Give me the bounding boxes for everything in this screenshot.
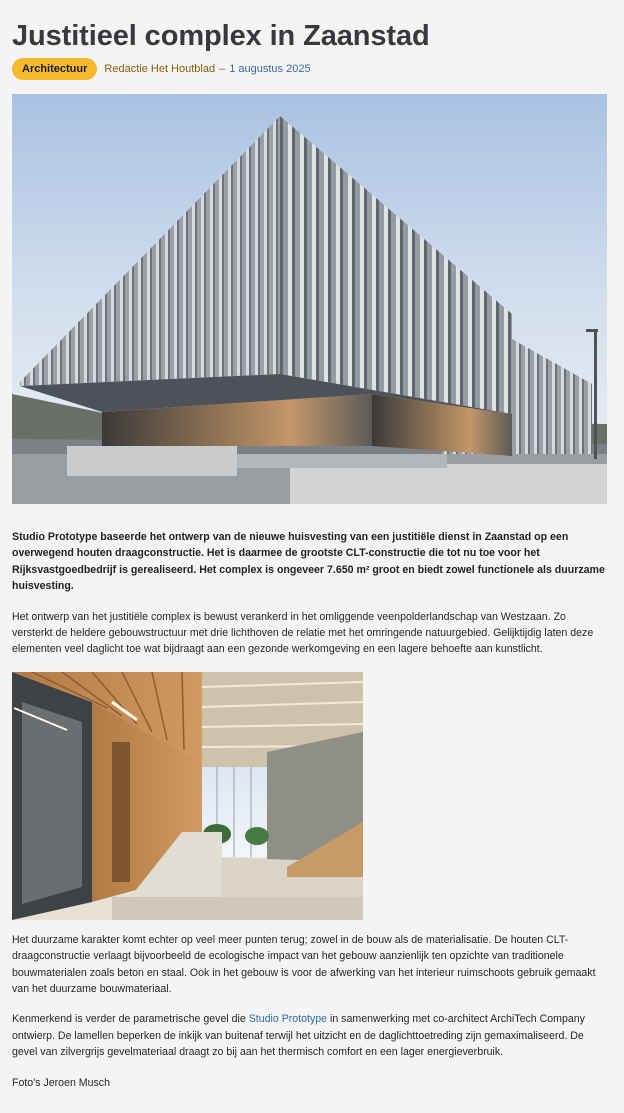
article-paragraph-2: Het duurzame karakter komt echter op veel meer punten terug; zowel in de bouw als de materialisatie. De houten CLT-draagconstructie verlaagt bijvoorbeeld de ecologische impact van het gebouw aanzienlijk ten opzichte van traditionele bouwmaterialen zoals beton en staal. Ook in het gebouw is voor de afwerking van het interieur ruimschoots gebruik gemaakt van het duurzame bouwmateriaal. <box>12 933 596 996</box>
paragraph-3-text-before: Kenmerkend is verder de parametrische gevel die <box>12 1013 249 1026</box>
article-meta <box>12 58 607 80</box>
article-title: Justitieel complex in Zaanstad <box>12 20 430 52</box>
photo-credit: Foto's Jeroen Musch <box>12 1076 110 1089</box>
studio-prototype-link[interactable]: Studio Prototype <box>248 1013 328 1026</box>
category-badge[interactable]: Architectuur <box>12 58 97 80</box>
meta-separator: – <box>219 63 226 75</box>
article-paragraph-1: Het ontwerp van het justitiële complex is bewust verankerd in het omliggende veenpolderlandschap van Westzaan. Zo versterkt de heldere gebouwstructuur met drie lichthoven de relatie met het omringende natuurgebied. Gelijktijdig laten deze elementen veel daglicht toe wat bijdraagt aan een gezonde werkomgeving en een lagere behoefte aan kunstlicht. <box>12 610 594 656</box>
interior-image <box>12 672 363 920</box>
paragraph-3-text-after: in samenwerking met co-architect ArchiTech Company ontwierp. De lamellen beperken de inkijk van buitenaf terwijl het uitzicht en de daglichttoetreding zijn gemaximaliseerd. De gevel van zilvergrijs gevelmateriaal draagt zo bij aan het thermisch comfort en een lager energieverbruik. <box>12 1013 585 1059</box>
article-paragraph-3 <box>12 1011 607 1060</box>
author-link[interactable]: Redactie Het Houtblad <box>104 63 216 75</box>
article <box>12 0 607 1091</box>
article-lead: Studio Prototype baseerde het ontwerp van de nieuwe huisvesting van een justitiële dienst in Zaanstad op een overwegend houten draagconstructie. Het is daarmee de grootste CLT-constructie die tot nu toe voor het Rijksvastgoedbedrijf is gerealiseerd. Het complex is ongeveer 7.650 m² groot en biedt zowel functionele als duurzame huisvesting. <box>12 531 605 593</box>
hero-image <box>12 94 607 504</box>
publish-date: 1 augustus 2025 <box>229 63 311 75</box>
